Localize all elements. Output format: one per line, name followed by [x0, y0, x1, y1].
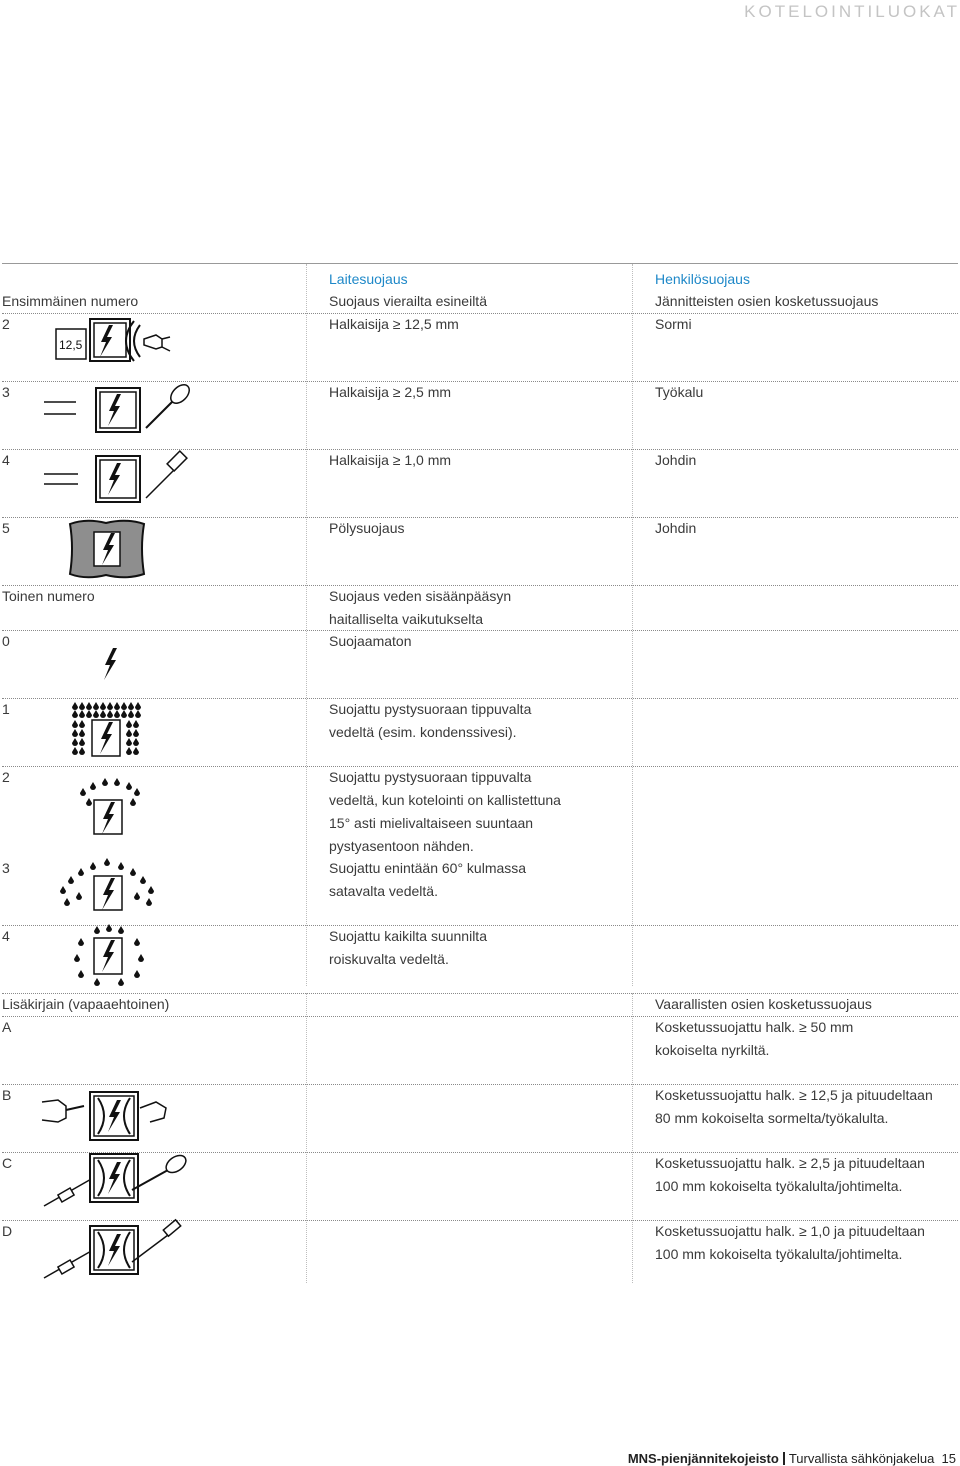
- tilted-drip-icon: [74, 776, 144, 838]
- drip-drop: [93, 702, 99, 710]
- footer-product: MNS-pienjännitekojeisto: [627, 1451, 779, 1466]
- row-description: Kosketussuojattu halk. ≥ 1,0 ja pituudeltaan: [655, 1223, 925, 1239]
- drip-drop: [133, 729, 139, 737]
- page-header-title: KOTELOINTILUOKAT: [744, 2, 960, 21]
- tool-protection-icon: [44, 380, 194, 436]
- row-code: 3: [2, 860, 10, 876]
- drip-drop: [107, 702, 113, 710]
- row-person-text: Työkalu: [655, 384, 704, 400]
- row-code: 1: [2, 701, 10, 717]
- column-divider: [632, 264, 633, 986]
- drip-drop: [135, 702, 141, 710]
- drip-drop: [133, 738, 139, 746]
- finger-protection-icon: [52, 317, 172, 369]
- drip-drop: [72, 729, 78, 737]
- row-device-text: Halkaisija ≥ 12,5 mm: [329, 316, 459, 332]
- row-separator: [2, 313, 958, 314]
- footer-page-number: 15: [941, 1451, 956, 1466]
- section2-heading-line1: Suojaus veden sisäänpääsyn: [329, 588, 512, 604]
- row-description: Suojattu pystysuoraan tippuvalta: [329, 701, 532, 717]
- row-code: 3: [2, 384, 10, 400]
- row-description: vedeltä (esim. kondenssivesi).: [329, 724, 517, 740]
- drip-drop: [100, 702, 106, 710]
- row-description: Suojattu pystysuoraan tippuvalta: [329, 769, 532, 785]
- row-person-text: Sormi: [655, 316, 692, 332]
- row-description: 100 mm kokoiselta työkalulta/johtimelta.: [655, 1178, 903, 1194]
- drip-drop: [126, 729, 132, 737]
- column-heading-person: Henkilösuojaus: [655, 271, 750, 287]
- section3-heading: Lisäkirjain (vapaaehtoinen): [2, 996, 170, 1012]
- row-code: 4: [2, 452, 10, 468]
- unprotected-icon: [100, 646, 120, 682]
- tool-access-icon: [40, 1150, 190, 1210]
- section1-heading-person: Jännitteisten osien kosketussuojaus: [655, 293, 879, 309]
- drip-drop: [79, 702, 85, 710]
- row-description: Kosketussuojattu halk. ≥ 50 mm: [655, 1019, 854, 1035]
- row-code: 0: [2, 633, 10, 649]
- section1-heading: Ensimmäinen numero: [2, 293, 139, 309]
- vertical-drip-icon: [70, 702, 142, 758]
- section2-heading-line2: haitalliselta vaikutukselta: [329, 611, 484, 627]
- drip-drop: [72, 738, 78, 746]
- drip-drop: [128, 710, 134, 718]
- drip-drop: [121, 702, 127, 710]
- icon-size-label: 12,5: [59, 338, 83, 352]
- row-description: 15° asti mielivaltaiseen suuntaan: [329, 815, 534, 831]
- row-device-text: Halkaisija ≥ 1,0 mm: [329, 452, 452, 468]
- drip-drop: [126, 747, 132, 755]
- drip-drop: [114, 702, 120, 710]
- row-description: Kosketussuojattu halk. ≥ 12,5 ja pituudeltaan: [655, 1087, 933, 1103]
- row-code: B: [2, 1087, 12, 1103]
- drip-drop: [128, 702, 134, 710]
- row-description: satavalta vedeltä.: [329, 883, 438, 899]
- drip-drop: [72, 720, 78, 728]
- row-device-text: Halkaisija ≥ 2,5 mm: [329, 384, 452, 400]
- drip-drop: [93, 710, 99, 718]
- section2-heading: Toinen numero: [2, 588, 95, 604]
- wire-protection-icon: [44, 448, 194, 506]
- drip-drop: [133, 720, 139, 728]
- row-description: Suojattu kaikilta suunnilta: [329, 928, 487, 944]
- row-code: A: [2, 1019, 12, 1035]
- drip-drop: [135, 710, 141, 718]
- drip-drop: [121, 710, 127, 718]
- column-divider: [306, 264, 307, 986]
- drip-drop: [72, 702, 78, 710]
- drip-drop: [79, 720, 85, 728]
- drip-drop: [86, 710, 92, 718]
- section3-heading-person: Vaarallisten osien kosketussuojaus: [655, 996, 872, 1012]
- row-code: 4: [2, 928, 10, 944]
- row-code: 2: [2, 769, 10, 785]
- row-code: 2: [2, 316, 10, 332]
- column-divider: [306, 993, 307, 1283]
- row-description: vedeltä, kun kotelointi on kallistettuna: [329, 792, 561, 808]
- drip-drop: [79, 738, 85, 746]
- drip-drop: [126, 720, 132, 728]
- row-code: 5: [2, 520, 10, 536]
- wire-access-icon: [40, 1218, 190, 1282]
- column-heading-device: Laitesuojaus: [329, 271, 408, 287]
- drip-drop: [126, 738, 132, 746]
- drip-drop: [72, 710, 78, 718]
- spraying-water-icon: [56, 856, 160, 916]
- row-code: C: [2, 1155, 13, 1171]
- drip-drop: [114, 710, 120, 718]
- row-person-text: Johdin: [655, 520, 697, 536]
- finger-tool-access-icon: [40, 1088, 170, 1144]
- drip-drop: [107, 710, 113, 718]
- splashing-water-icon: [72, 924, 146, 988]
- row-person-text: Johdin: [655, 452, 697, 468]
- column-divider: [632, 993, 633, 1283]
- drip-drop: [86, 702, 92, 710]
- row-description: Suojattu enintään 60° kulmassa: [329, 860, 527, 876]
- drip-drop: [133, 747, 139, 755]
- footer-subtitle: Turvallista sähkönjakelua: [788, 1451, 935, 1466]
- row-description: Suojaamaton: [329, 633, 412, 649]
- drip-drop: [72, 747, 78, 755]
- row-description: 80 mm kokoiselta sormelta/työkalulta.: [655, 1110, 889, 1126]
- row-separator: [2, 630, 958, 631]
- drip-drop: [79, 747, 85, 755]
- row-device-text: Pölysuojaus: [329, 520, 405, 536]
- row-description: roiskuvalta vedeltä.: [329, 951, 449, 967]
- row-description: kokoiselta nyrkiltä.: [655, 1042, 770, 1058]
- table-top-rule: [2, 263, 958, 264]
- section1-heading-device: Suojaus vierailta esineiltä: [329, 293, 487, 309]
- drip-drop: [100, 710, 106, 718]
- footer-separator: [783, 1452, 785, 1465]
- row-code: D: [2, 1223, 13, 1239]
- row-description: Kosketussuojattu halk. ≥ 2,5 ja pituudeltaan: [655, 1155, 925, 1171]
- page-footer: [628, 1451, 956, 1466]
- dust-protection-icon: [66, 518, 148, 580]
- row-description: 100 mm kokoiselta työkalulta/johtimelta.: [655, 1246, 903, 1262]
- drip-drop: [79, 729, 85, 737]
- row-description: pystyasentoon nähden.: [329, 838, 474, 854]
- drip-drop: [79, 710, 85, 718]
